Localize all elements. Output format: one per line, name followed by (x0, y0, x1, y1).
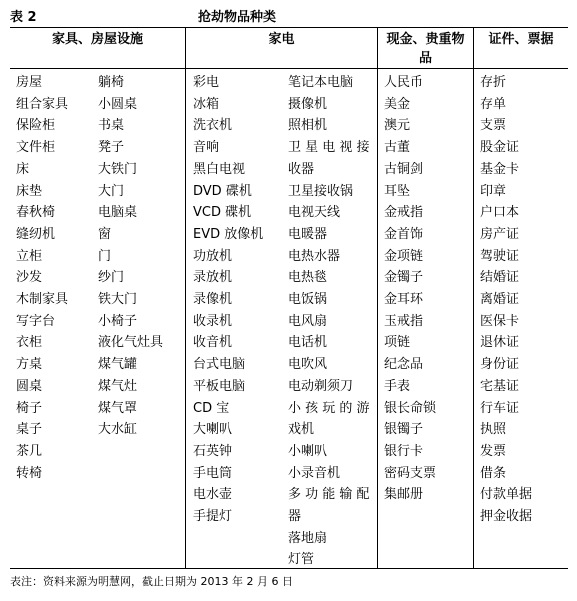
list-item: 黑白电视 (193, 161, 246, 177)
list-item: 银行卡 (384, 443, 424, 459)
header-appliances: 家电 (268, 32, 295, 47)
list-item: 功放机 (193, 248, 233, 264)
column-appliances-a (193, 72, 263, 528)
list-item: 身份证 (480, 357, 520, 373)
header-divider (10, 68, 568, 69)
list-item: 洗衣机 (193, 118, 233, 134)
list-item: EVD 放像机 (193, 226, 264, 242)
list-item: 发票 (480, 443, 507, 459)
list-item: 文件柜 (16, 140, 56, 156)
list-item: 多 功 能 输 配 (288, 487, 370, 503)
column-furniture-a (16, 72, 68, 484)
list-item: 笔记本电脑 (288, 75, 354, 90)
header-valuables: 现金、贵重物品 (386, 32, 465, 66)
column-divider (473, 28, 474, 568)
list-item: 电视天线 (288, 205, 341, 221)
list-item: 衣柜 (16, 335, 43, 351)
list-item: 银镯子 (384, 422, 424, 438)
list-item: 玉戒指 (384, 313, 424, 329)
list-item: 卫星接收锅 (288, 183, 354, 199)
list-item: 结婚证 (480, 270, 520, 286)
list-item: 支票 (480, 118, 507, 134)
list-item: 电吹风 (288, 357, 328, 373)
list-item: 圆桌 (16, 378, 43, 394)
list-item: 借条 (480, 465, 507, 481)
list-item: 大水缸 (98, 422, 138, 438)
list-item: 房产证 (480, 226, 520, 242)
list-item: 小喇叭 (288, 443, 328, 459)
list-item: 煤气罐 (98, 357, 138, 373)
list-item: 澳元 (384, 118, 411, 134)
list-item: 液化气灶具 (98, 335, 164, 351)
list-item: 平板电脑 (193, 378, 246, 394)
list-item: 冰箱 (193, 96, 220, 112)
list-item: 电饭锅 (288, 292, 328, 308)
list-item: 大喇叭 (193, 422, 233, 438)
header-furniture: 家具、房屋设施 (51, 32, 143, 47)
list-item: 存单 (480, 96, 507, 112)
list-item: 行车证 (480, 400, 520, 416)
list-item: 金戒指 (384, 205, 424, 221)
list-item: 组合家具 (16, 96, 69, 112)
list-item: 股金证 (480, 140, 520, 156)
list-item: 存折 (480, 75, 507, 90)
column-valuables (384, 72, 436, 506)
items-table (10, 27, 568, 569)
list-item: 椅子 (16, 400, 43, 416)
list-item: 手电筒 (193, 465, 233, 481)
list-item: 基金卡 (480, 161, 520, 177)
list-item: 手表 (384, 378, 411, 394)
list-item: 电风扇 (288, 313, 328, 329)
list-item: 保险柜 (16, 118, 56, 134)
list-item: 金首饰 (384, 226, 424, 242)
list-item: 房屋 (16, 75, 43, 90)
list-item: 灯管 (288, 552, 315, 568)
list-item: 电水壶 (193, 487, 233, 503)
list-item: 金镯子 (384, 270, 424, 286)
list-item: 照相机 (288, 118, 328, 134)
list-item: 宅基证 (480, 378, 520, 394)
list-item: 彩电 (193, 75, 220, 90)
list-item: 付款单据 (480, 487, 533, 503)
column-documents (480, 72, 532, 528)
list-item: 电暖器 (288, 226, 328, 242)
list-item: 纪念品 (384, 357, 424, 373)
list-item: 银长命锁 (384, 400, 437, 416)
list-item: 写字台 (16, 313, 56, 329)
list-item: 沙发 (16, 270, 43, 286)
list-item: 集邮册 (384, 487, 424, 503)
list-item: 电脑桌 (98, 205, 138, 221)
list-item: 录像机 (193, 292, 233, 308)
list-item: DVD 碟机 (193, 183, 252, 199)
list-item: 押金收据 (480, 509, 533, 525)
list-item: 金项链 (384, 248, 424, 264)
list-item: 摄像机 (288, 96, 328, 112)
list-item: 方桌 (16, 357, 43, 373)
list-item: 手提灯 (193, 509, 233, 525)
list-item: 大门 (98, 183, 125, 199)
list-item: 驾驶证 (480, 248, 520, 264)
list-item: 小圆桌 (98, 96, 138, 112)
list-item: 春秋椅 (16, 205, 56, 221)
list-item: 石英钟 (193, 443, 233, 459)
list-item: 录放机 (193, 270, 233, 286)
column-furniture-b (98, 72, 163, 441)
list-item: 窗 (98, 226, 112, 242)
list-item: 收器 (288, 161, 315, 177)
list-item: 床 (16, 161, 30, 177)
list-item: 电热水器 (288, 248, 341, 264)
list-item: 电动剃须刀 (288, 378, 354, 394)
list-item: 电话机 (288, 335, 328, 351)
list-item: 户口本 (480, 205, 520, 221)
list-item: 美金 (384, 96, 411, 112)
list-item: 器 (288, 509, 302, 525)
table-title: 抢劫物品种类 (198, 10, 277, 25)
list-item: 门 (98, 248, 112, 264)
list-item: 项链 (384, 335, 411, 351)
column-divider (377, 28, 378, 568)
list-item: 纱门 (98, 270, 125, 286)
list-item: 凳子 (98, 140, 125, 156)
list-item: 收音机 (193, 335, 233, 351)
list-item: 缝纫机 (16, 226, 56, 242)
list-item: 人民币 (384, 75, 424, 90)
list-item: 古铜剑 (384, 161, 424, 177)
list-item: 床垫 (16, 183, 43, 199)
list-item: 戏机 (288, 422, 315, 438)
list-item: 小椅子 (98, 313, 138, 329)
list-item: CD 宝 (193, 400, 230, 416)
list-item: 书桌 (98, 118, 125, 134)
list-item: 卫 星 电 视 接 (288, 140, 370, 156)
list-item: 大铁门 (98, 161, 138, 177)
list-item: 落地扇 (288, 530, 328, 546)
list-item: 耳坠 (384, 183, 411, 199)
column-appliances-b (288, 72, 370, 571)
list-item: 煤气灶 (98, 378, 138, 394)
list-item: 铁大门 (98, 292, 138, 308)
list-item: 离婚证 (480, 292, 520, 308)
column-divider (185, 28, 186, 568)
list-item: 木制家具 (16, 292, 69, 308)
table-footnote: 表注：资料来源为明慧网，截止日期为 2013 年 2 月 6 日 (10, 575, 293, 588)
list-item: 煤气罩 (98, 400, 138, 416)
list-item: 躺椅 (98, 75, 125, 90)
list-item: 转椅 (16, 465, 43, 481)
list-item: 茶几 (16, 443, 43, 459)
list-item: 执照 (480, 422, 507, 438)
list-item: 立柜 (16, 248, 43, 264)
list-item: 收录机 (193, 313, 233, 329)
list-item: 小 孩 玩 的 游 (288, 400, 370, 416)
list-item: VCD 碟机 (193, 205, 252, 221)
list-item: 小录音机 (288, 465, 341, 481)
list-item: 退休证 (480, 335, 520, 351)
header-documents: 证件、票据 (488, 32, 554, 47)
list-item: 音响 (193, 140, 220, 156)
table-number: 表 2 (10, 10, 37, 25)
list-item: 金耳环 (384, 292, 424, 308)
list-item: 医保卡 (480, 313, 520, 329)
list-item: 古董 (384, 140, 411, 156)
list-item: 电热毯 (288, 270, 328, 286)
list-item: 密码支票 (384, 465, 437, 481)
list-item: 桌子 (16, 422, 43, 438)
list-item: 台式电脑 (193, 357, 246, 373)
list-item: 印章 (480, 183, 507, 199)
